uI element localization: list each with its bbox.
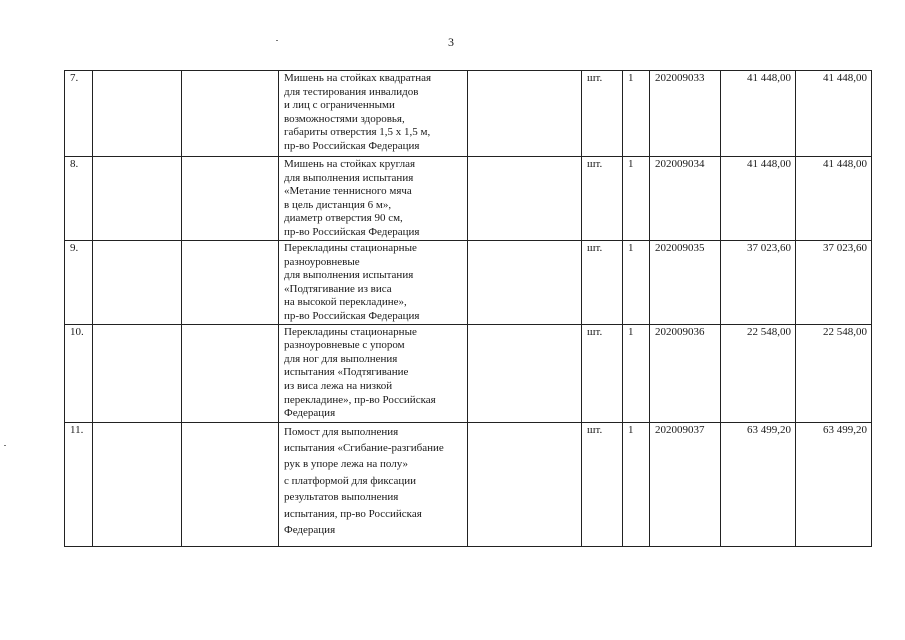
- empty-cell: [182, 71, 279, 157]
- empty-cell: [93, 422, 182, 546]
- item-name-line: Мишень на стойках круглая: [284, 158, 416, 170]
- item-name-line: разноуровневые с упором: [284, 339, 405, 352]
- item-name-line: пр-во Российская Федерация: [284, 309, 420, 322]
- empty-cell: [468, 241, 582, 325]
- table-row: [65, 422, 872, 546]
- sum-cell: 41 448,00: [796, 71, 872, 157]
- unit-cell: шт.: [582, 241, 623, 325]
- item-name-line: в цель дистанция 6 м»,: [284, 198, 392, 211]
- item-name-line: «Подтягивание из виса: [284, 282, 392, 295]
- row-number: 8.: [65, 157, 93, 241]
- item-name-line: для выполнения испытания: [284, 171, 414, 184]
- price-cell: 41 448,00: [721, 157, 796, 241]
- row-number: 10.: [65, 324, 93, 422]
- item-name: [279, 241, 468, 325]
- item-name-line: разноуровневые: [284, 255, 360, 268]
- price-cell: 22 548,00: [721, 324, 796, 422]
- item-name-line: на высокой перекладине»,: [284, 296, 407, 309]
- price-cell: 37 023,60: [721, 241, 796, 325]
- quantity-cell: 1: [623, 241, 650, 325]
- item-name-line: рук в упоре лежа на полу»: [284, 458, 409, 471]
- item-name: [279, 71, 468, 157]
- sum-cell: 22 548,00: [796, 324, 872, 422]
- empty-cell: [182, 422, 279, 546]
- item-name-line: с платформой для фиксации: [284, 474, 417, 487]
- item-name-line: Мишень на стойках квадратная: [284, 72, 432, 84]
- item-name-line: испытания «Сгибание-разгибание: [284, 441, 444, 454]
- empty-cell: [468, 422, 582, 546]
- empty-cell: [182, 241, 279, 325]
- quantity-cell: 1: [623, 324, 650, 422]
- unit-cell: шт.: [582, 324, 623, 422]
- item-name-line: Помост для выполнения: [284, 425, 399, 438]
- table-row: [65, 71, 872, 157]
- equipment-table: [64, 70, 872, 547]
- item-name-line: для выполнения испытания: [284, 269, 414, 282]
- item-name-line: из виса лежа на низкой: [284, 379, 393, 392]
- row-number: 7.: [65, 71, 93, 157]
- code-cell: 202009033: [650, 71, 721, 157]
- table-row: [65, 157, 872, 241]
- price-cell: 41 448,00: [721, 71, 796, 157]
- price-cell: 63 499,20: [721, 422, 796, 546]
- item-name-line: пр-во Российская Федерация: [284, 139, 420, 152]
- item-name-line: возможностями здоровья,: [284, 112, 405, 125]
- unit-cell: шт.: [582, 71, 623, 157]
- item-name: [279, 422, 468, 546]
- item-name-line: испытания «Подтягивание: [284, 366, 409, 379]
- item-name: [279, 157, 468, 241]
- unit-cell: шт.: [582, 157, 623, 241]
- code-cell: 202009037: [650, 422, 721, 546]
- item-name-line: результатов выполнения: [284, 491, 399, 504]
- sum-cell: 41 448,00: [796, 157, 872, 241]
- row-number: 11.: [65, 422, 93, 546]
- code-cell: 202009035: [650, 241, 721, 325]
- empty-cell: [468, 157, 582, 241]
- item-name-line: Перекладины стационарные: [284, 325, 417, 338]
- empty-cell: [93, 157, 182, 241]
- code-cell: 202009034: [650, 157, 721, 241]
- item-name-line: для ног для выполнения: [284, 352, 398, 365]
- scan-speck: [4, 445, 6, 446]
- item-name-line: испытания, пр-во Российская: [284, 507, 422, 520]
- item-name-line: Федерация: [284, 524, 336, 536]
- quantity-cell: 1: [623, 157, 650, 241]
- empty-cell: [93, 324, 182, 422]
- empty-cell: [93, 71, 182, 157]
- row-number: 9.: [65, 241, 93, 325]
- empty-cell: [93, 241, 182, 325]
- empty-cell: [468, 324, 582, 422]
- table-row: [65, 324, 872, 422]
- empty-cell: [182, 324, 279, 422]
- scan-speck: [276, 40, 278, 41]
- item-name-line: Перекладины стационарные: [284, 242, 417, 254]
- item-name-line: и лиц с ограниченными: [284, 99, 395, 112]
- page-number: 3: [448, 35, 454, 49]
- sum-cell: 37 023,60: [796, 241, 872, 325]
- code-cell: 202009036: [650, 324, 721, 422]
- quantity-cell: 1: [623, 71, 650, 157]
- item-name-line: габариты отверстия 1,5 х 1,5 м,: [284, 126, 431, 139]
- item-name-line: диаметр отверстия 90 см,: [284, 212, 403, 225]
- item-name-line: Федерация: [284, 407, 336, 420]
- item-name-line: пр-во Российская Федерация: [284, 225, 420, 238]
- empty-cell: [182, 157, 279, 241]
- item-name: [279, 324, 468, 422]
- item-name-line: «Метание теннисного мяча: [284, 185, 412, 198]
- unit-cell: шт.: [582, 422, 623, 546]
- item-name-line: для тестирования инвалидов: [284, 85, 419, 98]
- empty-cell: [468, 71, 582, 157]
- table-row: [65, 241, 872, 325]
- sum-cell: 63 499,20: [796, 422, 872, 546]
- quantity-cell: 1: [623, 422, 650, 546]
- item-name-line: перекладине», пр-во Российская: [284, 393, 436, 406]
